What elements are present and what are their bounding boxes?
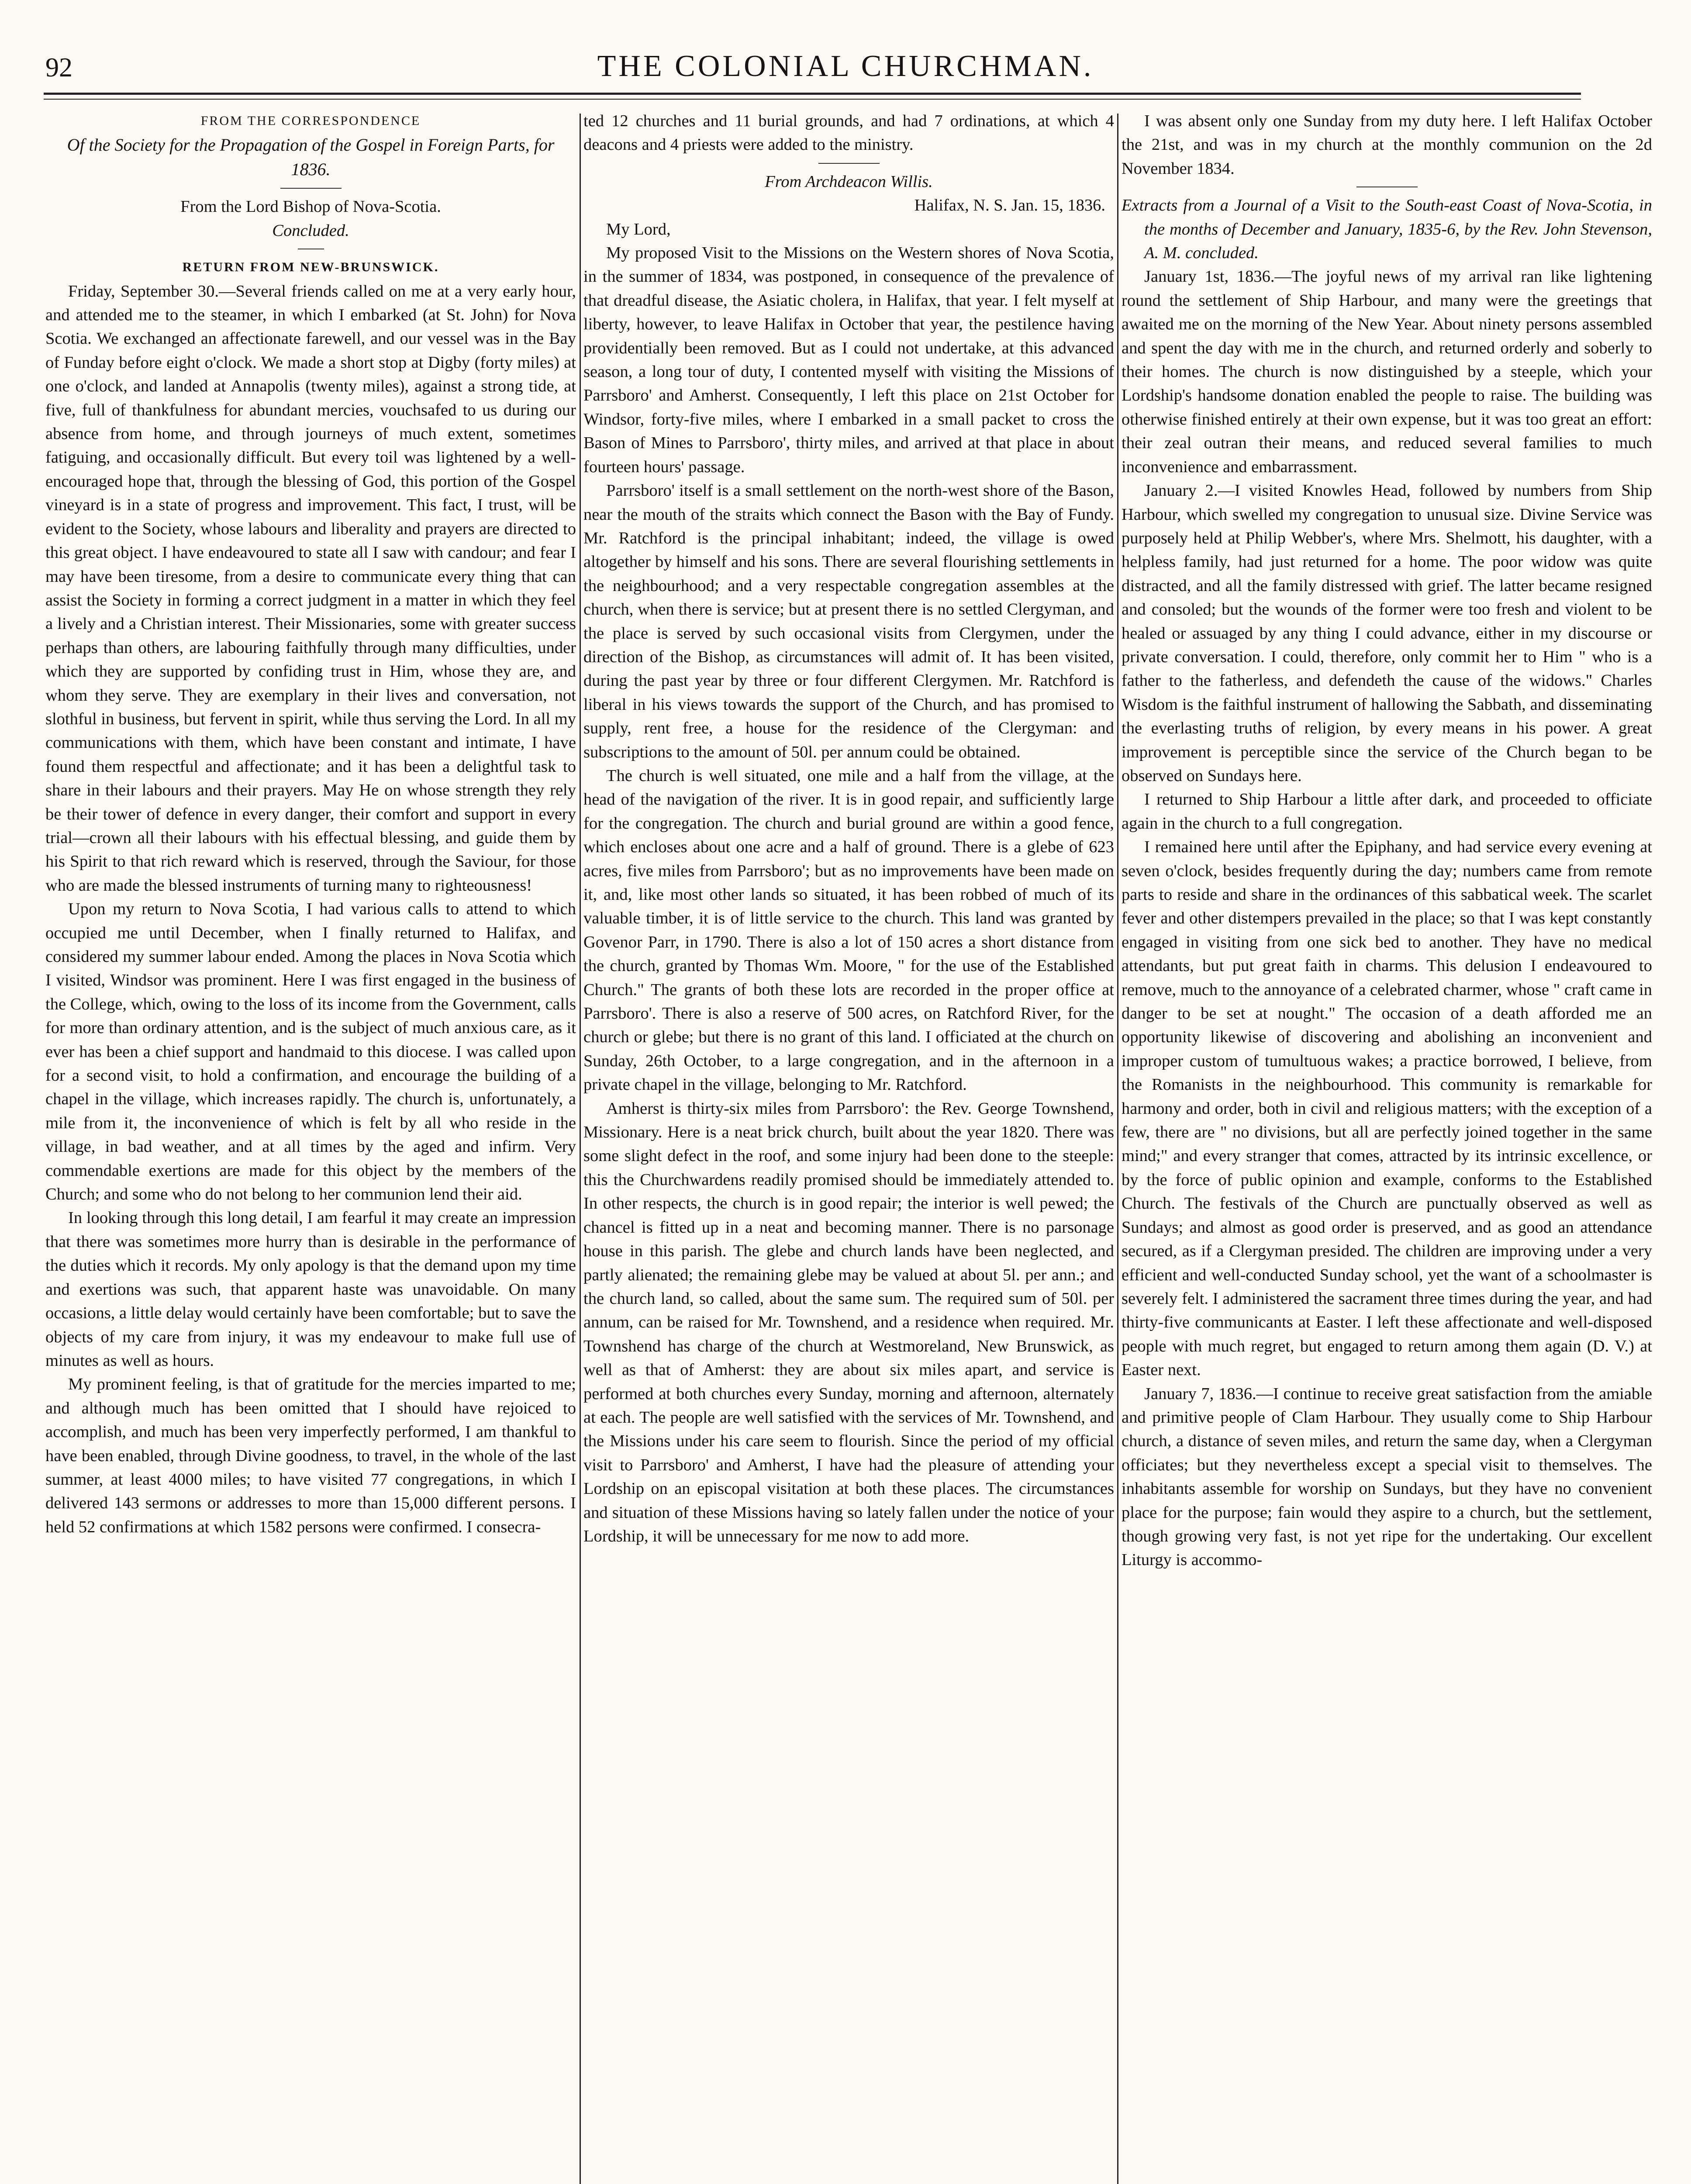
paragraph: January 7, 1836.—I continue to receive great satisfaction from the amiable and primitive people of Clam Harbour. They usually come to Ship Harbour church, a distance of seven miles, and return the same day, when a Clergyman officiates; but they nevertheless except a special visit to themselves. The inhabitants assemble for worship on Sundays, but they have no convenient place for the purpose; fain would they aspire to a church, but the settlement, though growing very fast, is not yet ripe for the undertaking. Our excellent Liturgy is accommo- [1122,1384,1652,1569]
column-1 [45,109,576,2184]
paragraph: The church is well situated, one mile and a half from the village, at the head of the navigation of the river. It is in good repair, and sufficiently large for the congregation. The church and burial ground are within a good fence, which encloses about one acre and a half of ground. There is a glebe of 623 acres, five miles from Parrsboro'; but as no improvements have been made on it, and, like most other lands so situated, it has been robbed of much of its valuable timber, it is of little service to the church. This land was granted by Govenor Parr, in 1790. There is also a lot of 150 acres a short distance from the church, granted by Thomas Wm. Moore, " for the use of the Established Church." The grants of both these lots are recorded in the proper office at Parrsboro'. There is also a reserve of 500 acres, on Ratchford River, for the church or glebe; but there is no grant of this land. I officiated at the church on Sunday, 26th October, to a large congregation, and in the afternoon in a private chapel in the village, belonging to Mr. Ratchford. [583,766,1114,1094]
separator [818,163,880,164]
paragraph: In looking through this long detail, I am fearful it may create an impression that there was sometimes more hurry than is desirable in the performance of the duties which it records. My only apology is that the demand upon my time and exertions was such, that apparent haste was unavoidable. On many occasions, a little delay would certainly have been comfortable; but to save the objects of my care from injury, it was my endeavour to make full use of minutes as well as hours. [45,1209,576,1370]
salutation: My Lord, [606,220,671,238]
paragraph: Friday, September 30.—Several friends called on me at a very early hour, and attended me to the steamer, in which I embarked (at St. John) for Nova Scotia. We exchanged an affectionate farewell, and our vessel was in the Bay of Funday before eight o'clock. We made a short stop at Digby (forty miles) at one o'clock, and landed at Annapolis (twenty miles), against a strong tide, at five, full of thankfulness for abundant mercies, vouchsafed to us during our absence from home, and through journeys of much extent, sometimes fatiguing, and occasionally difficult. But every toil was lightened by a well-encouraged hope that, through the blessing of God, this portion of the Gospel vineyard is in a state of progress and improvement. This fact, I trust, will be evident to the Society, whose labours and liberality and prayers are directed to this great object. I have endeavoured to state all I saw with candour; and fear I may have been tiresome, from a desire to communicate every thing that can assist the Society in forming a correct judgment in a matter in which they feel a lively and a Christian interest. Their Missionaries, some with greater success perhaps than others, are labouring faithfully through many difficulties, under which they are supported by confiding trust in Him, whose they are, and whom they serve. They are exemplary in their lives and conversation, not slothful in business, but fervent in spirit, while thus serving the Lord. In all my communications with them, which have been constant and intimate, I have found them respectful and affectionate; and it has been a delightful task to share in their labours and their prayers. May He on whose strength they rely be their tower of defence in every danger, their comfort and support in every trial—crown all their labours with his effectual blessing, and guide them by his Spirit to that rich reward which is reserved, through the Saviour, for those who are made the blessed instruments of turning many to righteousness! [45,282,576,895]
article-subtitle: From the Lord Bishop of Nova-Scotia. [180,197,441,216]
section-heading: RETURN FROM NEW-BRUNSWICK. [182,260,439,275]
page-number: 92 [45,53,72,83]
running-title: THE COLONIAL CHURCHMAN. [597,49,1094,83]
paragraph: My proposed Visit to the Missions on the Western shores of Nova Scotia, in the summer of 1834, was postponed, in consequence of the prevalence of that dreadful disease, the Asiatic cholera, in Halifax, that year. I felt myself at liberty, however, to leave Halifax in October that year, the pestilence having providentially been removed. But as I could not undertake, at this advanced season, a long tour of duty, I contented myself with visiting the Missions of Parrsboro' and Amherst. Consequently, I left this place on 21st October for Windsor, forty-five miles, where I embarked in a small packet to cross the Bason of Mines to Parrsboro', thirty miles, and arrived at that place in about fourteen hours' passage. [583,244,1114,476]
article-title: Of the Society for the Propagation of the Gospel in Foreign Parts, for 1836. [67,135,555,180]
column-rule [580,114,581,2184]
paragraph: My prominent feeling, is that of gratitude for the mercies imparted to me; and although much has been omitted that I should have rejoiced to accomplish, and much has been very imperfectly performed, I am thankful to have been enabled, through Divine goodness, to travel, in the whole of the last summer, at least 4000 miles; to have visited 77 congregations, in which I delivered 143 sermons or addresses to more than 15,000 different persons. I held 52 confirmations at which 1582 persons were confirmed. I consecra- [45,1375,576,1536]
paragraph: Upon my return to Nova Scotia, I had various calls to attend to which occupied me until December, when I finally returned to Halifax, and considered my summer labour ended. Among the places in Nova Scotia which I visited, Windsor was prominent. Here I was first engaged in the business of the College, which, owing to the loss of its income from the Government, calls for more than ordinary attention, and is the subject of much anxious care, as it ever has been a chief support and handmaid to this diocese. I was called upon for a second visit, to hold a confirmation, and encourage the building of a chapel in the village, which increases rapidly. The church is, unfortunately, a mile from it, the inconvenience of which is felt by all who reside in the village, in bad weather, and at all times by the aged and infirm. Very commendable exertions are made for this object by the members of the Church; and some who do not belong to her communion lend their aid. [45,900,576,1204]
column-rule [1117,114,1118,2184]
paragraph: I was absent only one Sunday from my duty here. I left Halifax October the 21st, and was in my church at the monthly communion on the 2d November 1834. [1122,112,1652,178]
paragraph: I returned to Ship Harbour a little after dark, and proceeded to officiate again in the church to a full congregation. [1122,790,1652,833]
paragraph: Parrsboro' itself is a small settlement on the north-west shore of the Bason, near the mouth of the straits which connect the Bason with the Bay of Fundy. Mr. Ratchford is the principal inhabitant; indeed, the village is owed altogether by himself and his sons. There are several flourishing settlements in the neighbourhood; and a very respectable congregation assembles at the church, when there is service; but at present there is no settled Clergyman, and the place is served by such occasional visits from Clergymen, under the direction of the Bishop, as circumstances will admit of. It has been visited, during the past year by three or four different Clergymen. Mr. Ratchford is liberal in his views towards the support of the Church, and has promised to supply, rent free, a house for the residence of the Clergyman: and subscriptions to the amount of 50l. per annum could be obtained. [583,481,1114,761]
paragraph: I remained here until after the Epiphany, and had service every evening at seven o'clock, besides frequently during the day; numbers came from remote parts to reside and share in the ordinances of this sabbatical week. The scarlet fever and other distempers prevailed in the place; so that I was kept constantly engaged in visiting from one sick bed to another. They have no medical attendants, but put great faith in charms. This delusion I endeavoured to remove, much to the annoyance of a celebrated charmer, whose " craft came in danger to be set at nought." The occasion of a death afforded me an opportunity likewise of discovering and abolishing an inconvenient and improper custom of tumultuous wakes; a practice borrowed, I believe, from the Romanists in the neighbourhood. This community is remarkable for harmony and order, both in civil and religious matters; with the exception of a few, there are " no divisions, but all are perfectly joined together in the same mind;" and every stranger that comes, attracted by its intrinsic excellence, or by the force of public opinion and example, conforms to the Established Church. The festivals of the Church are punctually observed as well as Sundays; and almost as good order is preserved, and as good an attendance secured, as if a Clergyman presided. The children are improving under a very efficient and well-conducted Sunday school, yet the want of a schoolmaster is severely felt. I administered the sacrament three times during the year, and had thirty-five communicants at Easter. I left these affectionate and well-disposed people with much regret, but engaged to return among them again (D. V.) at Easter next. [1122,838,1652,1379]
header-rule [44,93,1581,100]
article-title: Extracts from a Journal of a Visit to the South-east Coast of Nova-Scotia, in the months of December and January, 1835-6, by the Rev. John Stevenson, A. M. concluded. [1122,196,1652,263]
article-subtitle: From Archdeacon Willis. [765,172,933,191]
concluded-label: Concluded. [272,221,349,240]
column-2 [583,109,1114,2184]
paragraph: Amherst is thirty-six miles from Parrsboro': the Rev. George Townshend, Missionary. Here is a neat brick church, built about the year 1820. There was some slight defect in the roof, and some injury had been done to the steeple: this the Churchwardens readily promised should be immediately attended to. In other respects, the church is in good repair; the interior is well pewed; the chancel is fitted up in a neat and becoming manner. There is no parsonage house in this parish. The glebe and church lands have been neglected, and partly alienated; the remaining glebe may be valued at about 5l. per ann.; and the church land, so called, about the same sum. The required sum of 50l. per annum, can be raised for Mr. Townshend, and a residence when required. Mr. Townshend has charge of the church at Westmoreland, New Brunswick, as well as that of Amherst: they are about six miles apart, and service is performed at both churches every Sunday, morning and afternoon, alternately at each. The people are well satisfied with the services of Mr. Townshend, and the Missions under his care seem to flourish. Since the period of my official visit to Parrsboro' and Amherst, I have had the pleasure of attending your Lordship on an episcopal visitation at both these places. The circumstances and situation of these Missions having so lately fallen under the notice of your Lordship, it will be unnecessary for me now to add more. [583,1099,1114,1545]
dateline: Halifax, N. S. Jan. 15, 1836. [914,196,1105,215]
section-label: FROM THE CORRESPONDENCE [200,114,421,128]
paragraph: January 1st, 1836.—The joyful news of my arrival ran like lightening round the settlement of Ship Harbour, and many were the greetings that awaited me on the morning of the New Year. About ninety persons assembled and spent the day with me in the church, and returned orderly and soberly to their homes. The church is now distinguished by a steeple, which your Lordship's handsome donation enabled the people to raise. The building was otherwise finished entirely at their own expense, but it was too great an effort: their zeal outran their means, and reduced several families to much inconvenience and embarrassment. [1122,267,1652,476]
paragraph: January 2.—I visited Knowles Head, followed by numbers from Ship Harbour, which swelled my congregation to unusual size. Divine Service was purposely held at Philip Webber's, where Mrs. Shelmott, his daughter, with a helpless family, had just returned for a home. The poor widow was quite distracted, and all the family distressed with grief. The latter became resigned and consoled; but the wounds of the former were too fresh and violent to be healed or assuaged by any thing I could advance, either in my discourse or private conversation. I could, therefore, only commit her to Him " who is a father to the fatherless, and defendeth the cause of the widows." Charles Wisdom is the faithful instrument of hallowing the Sabbath, and disseminating the everlasting truths of religion, by every means in his power. A great improvement is perceptible since the service of the Church began to be observed on Sundays here. [1122,481,1652,785]
separator [280,188,342,189]
column-3 [1122,109,1652,2184]
paragraph: ted 12 churches and 11 burial grounds, and had 7 ordinations, at which 4 deacons and 4 priests were added to the ministry. [583,112,1114,154]
